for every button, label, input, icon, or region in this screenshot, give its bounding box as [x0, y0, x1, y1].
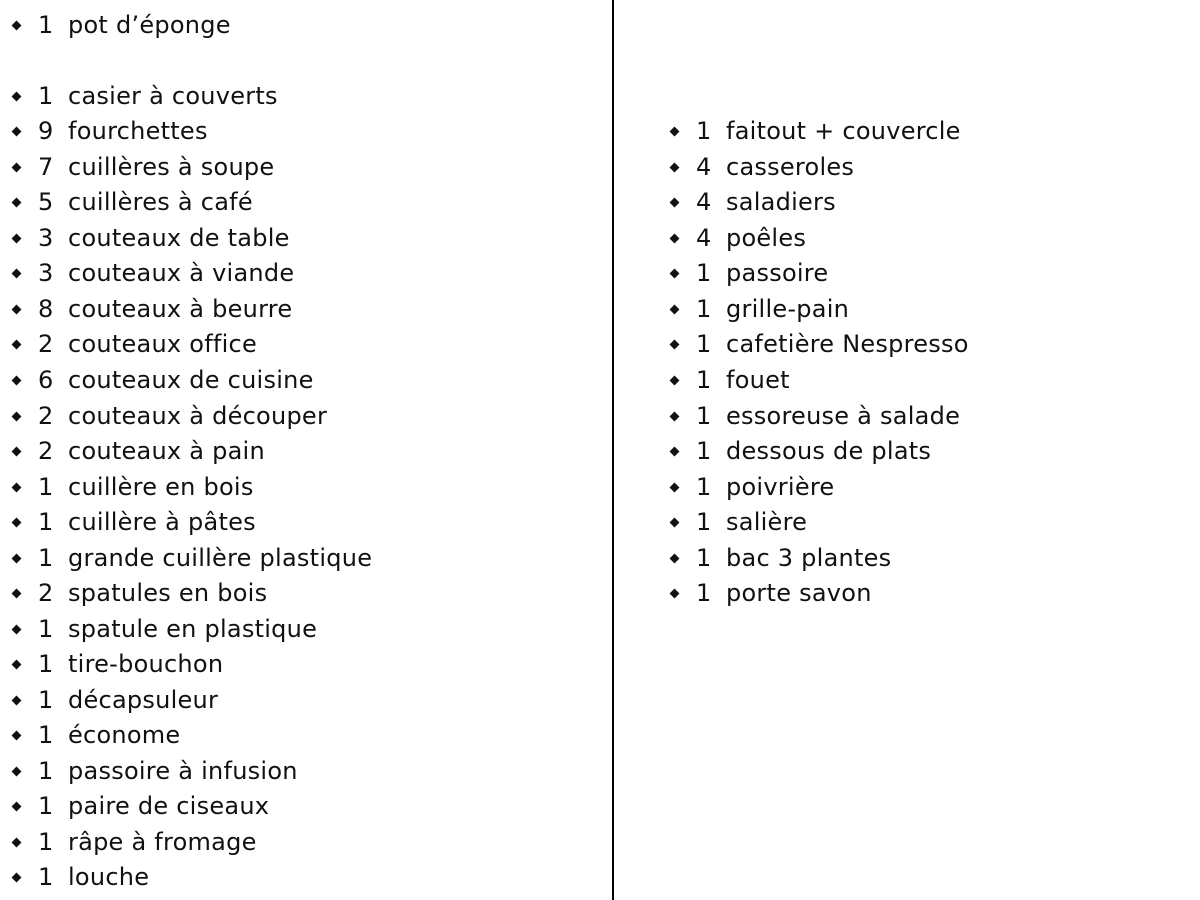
item-label: couteaux à découper	[68, 402, 328, 430]
list-item	[10, 401, 327, 431]
list-item	[668, 223, 806, 253]
item-quantity: 1	[696, 330, 712, 358]
diamond-bullet-icon	[12, 766, 22, 776]
diamond-bullet-icon	[12, 553, 22, 563]
diamond-bullet-icon	[670, 482, 680, 492]
item-label: essoreuse à salade	[726, 402, 961, 430]
diamond-bullet-icon	[670, 588, 680, 598]
list-item	[10, 720, 180, 750]
item-label: dessous de plats	[726, 437, 932, 465]
diamond-bullet-icon	[12, 268, 22, 278]
diamond-bullet-icon	[12, 588, 22, 598]
diamond-bullet-icon	[12, 517, 22, 527]
list-item	[10, 827, 257, 857]
list-item	[10, 791, 269, 821]
list-item	[668, 507, 807, 537]
item-label: couteaux de table	[68, 224, 290, 252]
item-quantity: 1	[696, 579, 712, 607]
list-item	[10, 543, 372, 573]
list-item	[10, 258, 294, 288]
item-quantity: 1	[696, 473, 712, 501]
diamond-bullet-icon	[670, 233, 680, 243]
diamond-bullet-icon	[670, 446, 680, 456]
item-label: passoire à infusion	[68, 757, 298, 785]
item-quantity: 1	[38, 686, 54, 714]
item-label: tire-bouchon	[68, 650, 224, 678]
diamond-bullet-icon	[670, 553, 680, 563]
column-divider	[612, 0, 614, 900]
diamond-bullet-icon	[12, 730, 22, 740]
item-quantity: 1	[38, 721, 54, 749]
item-label: économe	[68, 721, 181, 749]
diamond-bullet-icon	[670, 162, 680, 172]
list-item	[668, 294, 849, 324]
item-quantity: 1	[696, 259, 712, 287]
diamond-bullet-icon	[12, 482, 22, 492]
item-label: passoire	[726, 259, 829, 287]
list-item	[10, 862, 149, 892]
item-label: grande cuillère plastique	[68, 544, 373, 572]
item-label: couteaux à viande	[68, 259, 295, 287]
item-label: grille-pain	[726, 295, 850, 323]
list-item	[10, 81, 278, 111]
diamond-bullet-icon	[12, 411, 22, 421]
item-quantity: 1	[38, 863, 54, 891]
item-quantity: 2	[38, 330, 54, 358]
item-label: couteaux office	[68, 330, 257, 358]
item-quantity: 1	[696, 295, 712, 323]
list-item	[10, 223, 290, 253]
item-quantity: 2	[38, 402, 54, 430]
item-quantity: 1	[38, 11, 54, 39]
item-label: cuillère en bois	[68, 473, 254, 501]
item-quantity: 2	[38, 579, 54, 607]
diamond-bullet-icon	[670, 304, 680, 314]
diamond-bullet-icon	[12, 304, 22, 314]
diamond-bullet-icon	[670, 197, 680, 207]
item-label: fourchettes	[68, 117, 208, 145]
list-item	[10, 578, 267, 608]
list-item	[668, 329, 969, 359]
item-quantity: 2	[38, 437, 54, 465]
diamond-bullet-icon	[12, 801, 22, 811]
diamond-bullet-icon	[12, 162, 22, 172]
diamond-bullet-icon	[670, 268, 680, 278]
diamond-bullet-icon	[12, 837, 22, 847]
diamond-bullet-icon	[670, 517, 680, 527]
list-item	[10, 756, 298, 786]
list-item	[10, 507, 256, 537]
item-label: spatules en bois	[68, 579, 268, 607]
diamond-bullet-icon	[12, 91, 22, 101]
list-item	[10, 649, 223, 679]
item-quantity: 8	[38, 295, 54, 323]
list-item	[668, 436, 931, 466]
item-quantity: 1	[38, 615, 54, 643]
list-item	[10, 294, 292, 324]
item-label: râpe à fromage	[68, 828, 257, 856]
diamond-bullet-icon	[12, 695, 22, 705]
list-item	[10, 152, 274, 182]
item-label: paire de ciseaux	[68, 792, 270, 820]
diamond-bullet-icon	[12, 197, 22, 207]
item-quantity: 1	[38, 473, 54, 501]
list-item	[10, 187, 253, 217]
item-quantity: 1	[38, 82, 54, 110]
item-label: casier à couverts	[68, 82, 278, 110]
list-item	[668, 543, 891, 573]
item-quantity: 1	[696, 402, 712, 430]
diamond-bullet-icon	[12, 233, 22, 243]
diamond-bullet-icon	[12, 20, 22, 30]
diamond-bullet-icon	[670, 411, 680, 421]
item-label: poêles	[726, 224, 807, 252]
item-label: fouet	[726, 366, 790, 394]
diamond-bullet-icon	[12, 126, 22, 136]
diamond-bullet-icon	[12, 375, 22, 385]
item-quantity: 9	[38, 117, 54, 145]
item-label: cuillères à café	[68, 188, 253, 216]
item-quantity: 1	[696, 544, 712, 572]
item-label: cafetière Nespresso	[726, 330, 969, 358]
item-quantity: 1	[38, 792, 54, 820]
item-label: porte savon	[726, 579, 872, 607]
list-item	[668, 116, 961, 146]
diamond-bullet-icon	[12, 872, 22, 882]
item-quantity: 4	[696, 188, 712, 216]
diamond-bullet-icon	[12, 446, 22, 456]
item-label: couteaux de cuisine	[68, 366, 314, 394]
item-label: spatule en plastique	[68, 615, 318, 643]
item-quantity: 1	[38, 828, 54, 856]
list-item	[668, 578, 872, 608]
list-item	[668, 187, 836, 217]
list-item	[10, 685, 218, 715]
diamond-bullet-icon	[12, 624, 22, 634]
item-quantity: 5	[38, 188, 54, 216]
list-item	[668, 472, 834, 502]
list-item	[10, 329, 257, 359]
item-label: cuillère à pâtes	[68, 508, 256, 536]
list-item	[10, 472, 254, 502]
item-quantity: 1	[38, 508, 54, 536]
item-label: cuillères à soupe	[68, 153, 275, 181]
list-item	[10, 436, 265, 466]
item-quantity: 4	[696, 224, 712, 252]
diamond-bullet-icon	[670, 375, 680, 385]
item-quantity: 4	[696, 153, 712, 181]
diamond-bullet-icon	[12, 659, 22, 669]
item-label: pot d’éponge	[68, 11, 231, 39]
list-item	[668, 401, 960, 431]
list-item	[668, 152, 854, 182]
diamond-bullet-icon	[670, 339, 680, 349]
item-label: salière	[726, 508, 808, 536]
item-quantity: 3	[38, 224, 54, 252]
list-item	[668, 258, 828, 288]
list-item	[10, 365, 314, 395]
item-quantity: 1	[38, 650, 54, 678]
item-label: décapsuleur	[68, 686, 219, 714]
diamond-bullet-icon	[12, 339, 22, 349]
list-item	[668, 365, 790, 395]
item-quantity: 1	[38, 544, 54, 572]
diamond-bullet-icon	[670, 126, 680, 136]
item-label: faitout + couvercle	[726, 117, 961, 145]
list-item	[10, 614, 317, 644]
item-label: poivrière	[726, 473, 835, 501]
item-label: couteaux à pain	[68, 437, 265, 465]
list-item	[10, 116, 208, 146]
item-label: louche	[68, 863, 150, 891]
item-label: casseroles	[726, 153, 855, 181]
item-label: bac 3 plantes	[726, 544, 892, 572]
item-quantity: 1	[696, 508, 712, 536]
item-quantity: 1	[696, 437, 712, 465]
item-quantity: 1	[38, 757, 54, 785]
item-quantity: 1	[696, 366, 712, 394]
item-label: couteaux à beurre	[68, 295, 293, 323]
list-item	[10, 10, 231, 40]
item-quantity: 3	[38, 259, 54, 287]
item-quantity: 6	[38, 366, 54, 394]
item-quantity: 7	[38, 153, 54, 181]
item-quantity: 1	[696, 117, 712, 145]
item-label: saladiers	[726, 188, 836, 216]
